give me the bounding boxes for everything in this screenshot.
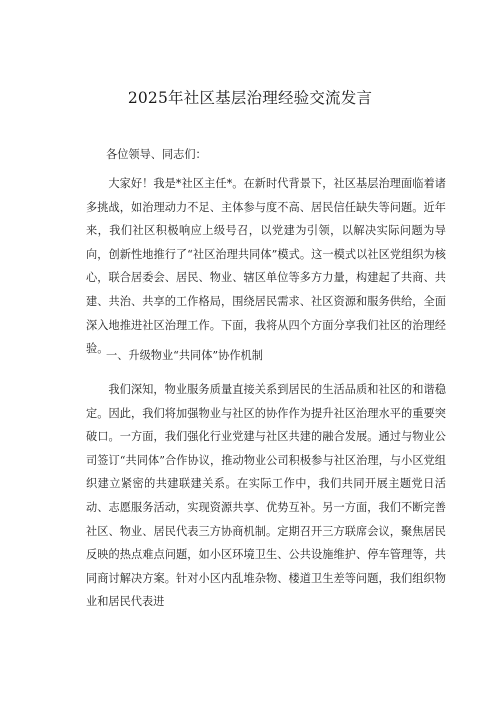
section-heading: 一、升级物业“共同体”协作机制 bbox=[106, 349, 263, 362]
paragraph-intro: 大家好！我是*社区主任*。在新时代背景下，社区基层治理面临着诸多挑战，如治理动力不足、主体参与度不高、居民信任缺失等问题。近年来，我们社区积极响应上级号召，以党建为引领，以解决实际问题为导向，创新性地推行了“社区治理共同体”模式。这一模式以社区党组织为核心，联合居委会、居民、物业、辖区单位等多方力量，构建起了共商、共建、共治、共享的工作格局，围绕居民需求、社区资源和服务供给，全面深入地推进社区治理工作。下面，我将从四个方面分享我们社区的治理经验。 bbox=[86, 177, 446, 356]
document-title: 2025年社区基层治理经验交流发言 bbox=[127, 89, 373, 107]
salutation: 各位领导、同志们： bbox=[106, 148, 207, 161]
paragraph-property-mechanism: 我们深知，物业服务质量直接关系到居民的生活品质和社区的和谐稳定。因此，我们将加强物业与社区的协作作为提升社区治理水平的重要突破口。一方面，我们强化行业党建与社区共建的融合发展。通过与物业公司签订“共同体”合作协议，推动物业公司积极参与社区治理，与小区党组织建立紧密的共建联建关系。在实际工作中，我们共同开展主题党日活动、志愿服务活动，实现资源共享、优势互补。另一方面，我们不断完善社区、物业、居民代表三方协商机制。定期召开三方联席会议，聚焦居民反映的热点难点问题，如小区环境卫生、公共设施维护、停车管理等，共同商讨解决方案。针对小区内乱堆杂物、楼道卫生差等问题，我们组织物业和居民代表进 bbox=[86, 383, 446, 609]
